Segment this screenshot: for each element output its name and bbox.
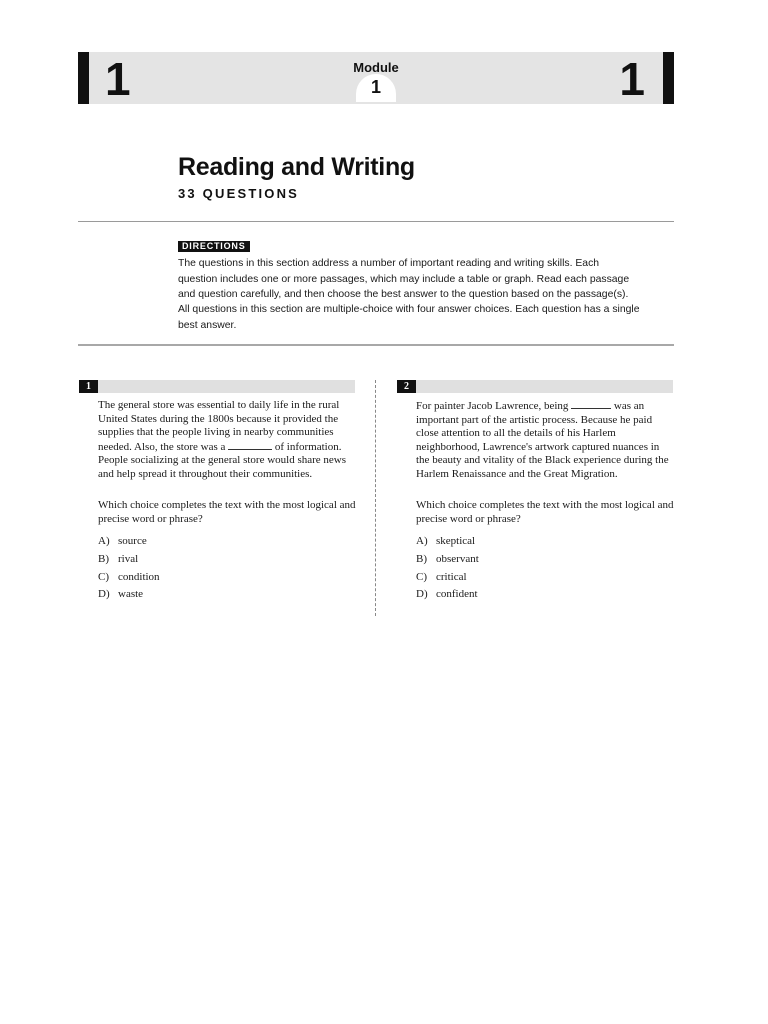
choice-text: observant bbox=[436, 552, 479, 565]
question-count: 33 QUESTIONS bbox=[178, 186, 300, 201]
module-label: Module bbox=[353, 60, 399, 75]
question-number: 2 bbox=[397, 380, 416, 393]
directions-paragraph-1: The questions in this section address a number of important reading and writing skills. Each question includes one or more passages, which may include a table or graph. Read each passage and question carefully, and then choose the best answer to the question based on the passage(s). bbox=[178, 258, 630, 300]
divider-rule-bottom bbox=[78, 344, 674, 346]
choice-letter: C) bbox=[98, 570, 109, 583]
answer-choice-d[interactable] bbox=[416, 586, 479, 604]
answer-choices bbox=[416, 533, 479, 604]
choice-text: confident bbox=[436, 588, 478, 601]
section-number-left: 1 bbox=[105, 53, 131, 105]
choice-text: critical bbox=[436, 570, 467, 583]
question-passage bbox=[98, 399, 356, 482]
section-marker-bar-right bbox=[663, 52, 674, 104]
passage-text: For painter Jacob Lawrence, being bbox=[416, 400, 569, 412]
choice-text: source bbox=[118, 535, 147, 547]
question-prompt: Which choice completes the text with the most logical and precise word or phrase? bbox=[98, 499, 356, 525]
section-header-band bbox=[78, 52, 674, 104]
passage-text: The general store was essential to daily life in the rural United States during the 1800s because it provided the supplies that the people living in nearby communities needed. Also, the store was a bbox=[98, 399, 340, 453]
answer-blank bbox=[571, 399, 611, 409]
question-header-bar bbox=[397, 380, 673, 393]
module-number: 1 bbox=[370, 77, 381, 97]
choice-letter: B) bbox=[416, 552, 427, 565]
page-title: Reading and Writing bbox=[178, 153, 415, 181]
choice-letter: D) bbox=[416, 588, 428, 601]
question-prompt: Which choice completes the text with the most logical and precise word or phrase? bbox=[416, 499, 674, 525]
choice-letter: A) bbox=[416, 535, 428, 547]
answer-blank bbox=[228, 440, 272, 450]
question-number: 1 bbox=[79, 380, 98, 393]
choice-text: condition bbox=[118, 570, 160, 583]
answer-choices bbox=[98, 533, 160, 604]
answer-choice-b[interactable] bbox=[98, 551, 160, 569]
column-divider bbox=[375, 380, 376, 616]
choice-letter: C) bbox=[416, 570, 427, 583]
passage-text: of information. People socializing at the general store would share news and help spread it throughout their communities. bbox=[98, 440, 347, 480]
answer-choice-c[interactable] bbox=[416, 569, 479, 587]
passage-text: was an important part of the artistic process. Because he paid close attention to all the details of his Harlem neighborhood, Lawrence's artwork captured nuances in the beauty and vitality of the Black experience during the Harlem Renaissance and the Great Migration. bbox=[416, 400, 669, 480]
divider-rule-top bbox=[78, 221, 674, 222]
question-header-bar bbox=[79, 380, 355, 393]
choice-letter: B) bbox=[98, 552, 109, 565]
answer-choice-a[interactable] bbox=[98, 533, 160, 551]
answer-choice-c[interactable] bbox=[98, 569, 160, 587]
choice-text: waste bbox=[118, 588, 144, 601]
directions-badge: DIRECTIONS bbox=[178, 241, 250, 252]
answer-choice-b[interactable] bbox=[416, 551, 479, 569]
answer-choice-d[interactable] bbox=[98, 586, 160, 604]
choice-text: rival bbox=[118, 552, 139, 565]
section-number-right: 1 bbox=[619, 53, 645, 105]
answer-choice-a[interactable] bbox=[416, 533, 479, 551]
choice-text: skeptical bbox=[436, 535, 476, 547]
question-passage bbox=[416, 399, 674, 482]
choice-letter: D) bbox=[98, 588, 110, 601]
choice-letter: A) bbox=[98, 535, 110, 547]
directions-paragraph-2: All questions in this section are multiple-choice with four answer choices. Each question has a single best answer. bbox=[178, 304, 640, 331]
